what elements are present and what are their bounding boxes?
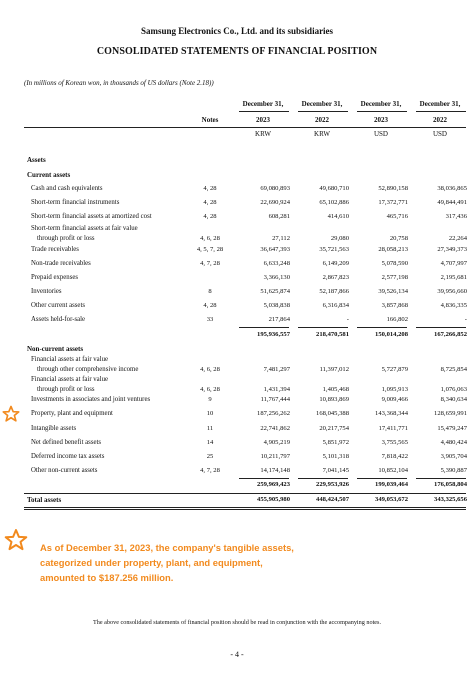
- non-current-total-krw-2022: 229,953,926: [316, 481, 349, 488]
- star-outline-icon: [4, 528, 28, 552]
- row-value-usd-2022: 4,836,335: [440, 302, 467, 309]
- row-value-krw-2022: 7,041,145: [322, 467, 349, 474]
- row-notes: 4, 7, 28: [200, 467, 220, 474]
- row-value-usd-2022: 5,390,887: [440, 467, 467, 474]
- row-label-line1: Financial assets at fair value: [31, 356, 109, 363]
- row-value-usd-2023: 465,716: [386, 213, 408, 220]
- col1-header-line1: December 31,: [242, 100, 284, 108]
- col3-currency: USD: [373, 130, 388, 138]
- col4-header-line1: December 31,: [419, 100, 461, 108]
- row-label: Prepaid expenses: [31, 274, 78, 281]
- col3-header-rule: [357, 111, 407, 112]
- non-current-total-krw-2023: 259,969,423: [257, 481, 290, 488]
- row-value-krw-2023: 6,633,248: [263, 260, 290, 267]
- row-value-usd-2022: 1,076,063: [440, 386, 467, 393]
- col2-header-line1: December 31,: [301, 100, 343, 108]
- col3-header-year: 2023: [374, 116, 388, 124]
- current-total-krw-2023: 195,936,557: [257, 331, 290, 338]
- row-value-usd-2022: 27,349,373: [437, 246, 467, 253]
- row-value-usd-2022: 8,725,854: [440, 366, 467, 373]
- row-value-usd-2023: 3,857,868: [381, 302, 408, 309]
- row-notes: 4, 5, 7, 28: [196, 246, 224, 253]
- row-value-krw-2022: 52,187,866: [319, 288, 349, 295]
- row-value-usd-2023: 3,755,565: [381, 439, 408, 446]
- row-label-line2: through profit or loss: [37, 235, 95, 242]
- row-value-usd-2023: 166,802: [386, 316, 408, 323]
- col1-currency: KRW: [255, 130, 271, 138]
- row-value-usd-2023: 20,758: [389, 235, 408, 242]
- subtotal-rule: [416, 478, 466, 479]
- row-value-usd-2022: 15,479,247: [437, 425, 467, 432]
- row-value-usd-2022: 4,707,997: [440, 260, 467, 267]
- current-total-usd-2023: 150,014,208: [375, 331, 408, 338]
- row-label: Short-term financial instruments: [31, 199, 120, 206]
- section-assets: Assets: [27, 156, 46, 164]
- row-value-usd-2023: 7,818,422: [381, 453, 408, 460]
- col2-header-year: 2022: [315, 116, 329, 124]
- row-value-krw-2023: 608,281: [268, 213, 290, 220]
- row-label: Short-term financial assets at amortized cost: [31, 213, 152, 220]
- current-total-krw-2022: 218,470,581: [316, 331, 349, 338]
- row-value-usd-2022: 3,905,704: [440, 453, 467, 460]
- row-value-usd-2022: -: [464, 316, 467, 323]
- row-label: Assets held-for-sale: [31, 316, 86, 323]
- row-label-line2: through other comprehensive income: [37, 366, 139, 373]
- row-notes: 25: [206, 453, 214, 460]
- row-label: Other non-current assets: [31, 467, 98, 474]
- row-value-krw-2022: 1,405,468: [322, 386, 349, 393]
- row-value-usd-2023: 5,727,879: [381, 366, 408, 373]
- row-label: Investments in associates and joint ventures: [31, 396, 151, 403]
- row-value-krw-2022: 35,721,563: [319, 246, 349, 253]
- row-value-krw-2022: 20,217,754: [319, 425, 349, 432]
- subtotal-rule: [298, 327, 348, 328]
- header-rule: [24, 127, 466, 128]
- row-value-krw-2022: 5,101,318: [322, 453, 349, 460]
- row-value-krw-2023: 10,211,797: [260, 453, 290, 460]
- row-notes: 4, 28: [203, 199, 217, 206]
- row-value-usd-2023: 5,078,590: [381, 260, 408, 267]
- row-value-krw-2022: 168,045,388: [316, 410, 349, 417]
- col2-currency: KRW: [314, 130, 330, 138]
- row-value-krw-2023: 22,741,862: [260, 425, 290, 432]
- row-value-krw-2022: 10,893,869: [319, 396, 349, 403]
- row-value-krw-2022: 11,397,012: [319, 366, 349, 373]
- company-name: Samsung Electronics Co., Ltd. and its subsidiaries: [140, 26, 334, 36]
- row-notes: 4, 7, 28: [200, 260, 220, 267]
- row-label: Trade receivables: [31, 246, 79, 253]
- row-notes: 11: [206, 425, 214, 432]
- row-notes: 4, 6, 28: [200, 366, 220, 373]
- row-value-krw-2023: 69,080,893: [260, 185, 290, 192]
- row-value-krw-2023: 14,174,148: [260, 467, 290, 474]
- row-label: Other current assets: [31, 302, 85, 309]
- row-value-usd-2023: 143,368,344: [375, 410, 408, 417]
- row-value-krw-2022: 6,149,209: [322, 260, 349, 267]
- total-assets-label: Total assets: [27, 496, 62, 504]
- row-notes: 4, 28: [203, 185, 217, 192]
- row-notes: 14: [206, 439, 214, 446]
- row-label-line1: Short-term financial assets at fair value: [31, 225, 138, 232]
- row-value-usd-2022: 38,036,865: [437, 185, 467, 192]
- page-number: - 4 -: [230, 650, 244, 659]
- row-value-krw-2022: 65,102,886: [319, 199, 349, 206]
- row-notes: 4, 6, 28: [200, 235, 220, 242]
- row-value-krw-2023: 22,690,924: [260, 199, 290, 206]
- current-total-usd-2022: 167,266,852: [434, 331, 467, 338]
- row-value-krw-2023: 1,431,394: [263, 386, 290, 393]
- row-value-usd-2023: 9,009,466: [381, 396, 408, 403]
- row-value-usd-2023: 10,852,104: [378, 467, 408, 474]
- row-value-usd-2023: 52,890,158: [378, 185, 408, 192]
- row-notes: 8: [208, 288, 212, 295]
- subtotal-rule: [239, 327, 289, 328]
- row-value-krw-2022: -: [346, 316, 349, 323]
- col4-currency: USD: [432, 130, 447, 138]
- row-label: Cash and cash equivalents: [31, 185, 103, 192]
- row-value-krw-2023: 11,767,444: [260, 396, 290, 403]
- row-value-usd-2022: 22,264: [448, 235, 467, 242]
- section-non-current-assets: Non-current assets: [27, 345, 84, 353]
- statement-title: CONSOLIDATED STATEMENTS OF FINANCIAL POSITION: [96, 46, 378, 57]
- row-label-line2: through profit or loss: [37, 386, 95, 393]
- row-label: Intangible assets: [31, 425, 77, 432]
- star-outline-icon: [2, 405, 20, 423]
- row-value-krw-2022: 6,316,834: [322, 302, 349, 309]
- row-value-krw-2023: 187,256,262: [257, 410, 290, 417]
- row-value-usd-2022: 8,340,634: [440, 396, 467, 403]
- row-value-usd-2023: 17,372,771: [378, 199, 408, 206]
- row-value-usd-2022: 39,956,660: [437, 288, 467, 295]
- row-value-krw-2023: 7,481,297: [263, 366, 290, 373]
- footer-note: The above consolidated statements of financial position should be read in conjunction with the accompanying notes.: [93, 619, 381, 626]
- row-value-usd-2023: 28,058,213: [378, 246, 408, 253]
- row-label: Inventories: [31, 288, 62, 295]
- non-current-total-usd-2023: 199,039,464: [375, 481, 408, 488]
- row-value-usd-2023: 17,411,771: [378, 425, 408, 432]
- row-value-krw-2023: 27,112: [272, 235, 290, 242]
- col4-header-year: 2022: [433, 116, 447, 124]
- row-value-krw-2023: 5,038,838: [263, 302, 290, 309]
- row-notes: 4, 6, 28: [200, 386, 220, 393]
- row-label-line1: Financial assets at fair value: [31, 376, 109, 383]
- row-value-krw-2022: 49,680,710: [319, 185, 349, 192]
- row-label: Non-trade receivables: [31, 260, 91, 267]
- subtotal-rule: [357, 327, 407, 328]
- total-assets-krw-2022: 448,424,507: [316, 496, 349, 503]
- row-notes: 4, 28: [203, 302, 217, 309]
- row-value-usd-2022: 4,480,424: [440, 439, 467, 446]
- row-value-usd-2023: 2,577,198: [381, 274, 408, 281]
- row-value-usd-2022: 128,659,991: [434, 410, 467, 417]
- row-value-usd-2022: 2,195,681: [440, 274, 467, 281]
- col1-header-year: 2023: [256, 116, 270, 124]
- total-assets-krw-2023: 455,905,980: [257, 496, 290, 503]
- section-current-assets: Current assets: [27, 171, 71, 179]
- non-current-total-usd-2022: 176,058,804: [434, 481, 467, 488]
- subtotal-rule: [357, 478, 407, 479]
- subtotal-rule: [298, 478, 348, 479]
- row-notes: 10: [206, 410, 214, 417]
- row-value-krw-2023: 51,625,874: [260, 288, 290, 295]
- subtotal-rule: [239, 478, 289, 479]
- units-note: (In millions of Korean won, in thousands of US dollars (Note 2.18)): [24, 79, 214, 87]
- row-value-krw-2022: 414,610: [327, 213, 349, 220]
- col1-header-rule: [239, 111, 289, 112]
- col2-header-rule: [298, 111, 348, 112]
- row-value-krw-2022: 2,867,823: [322, 274, 349, 281]
- row-label: Net defined benefit assets: [31, 439, 102, 446]
- row-value-krw-2023: 36,647,393: [260, 246, 290, 253]
- row-notes: 9: [208, 396, 212, 403]
- row-value-usd-2023: 1,095,913: [381, 386, 408, 393]
- row-value-krw-2023: 217,864: [268, 316, 290, 323]
- subtotal-rule: [416, 327, 466, 328]
- row-value-krw-2023: 4,905,219: [263, 439, 290, 446]
- row-value-usd-2023: 39,526,134: [378, 288, 408, 295]
- total-rule-top: [24, 493, 466, 494]
- row-label-highlighted: Property, plant and equipment: [31, 410, 113, 417]
- col4-header-rule: [416, 111, 466, 112]
- row-value-krw-2022: 29,080: [330, 235, 349, 242]
- row-value-usd-2022: 49,844,491: [437, 199, 467, 206]
- row-label: Deferred income tax assets: [31, 453, 105, 460]
- total-assets-usd-2022: 343,325,656: [434, 496, 467, 503]
- notes-header: Notes: [201, 116, 219, 124]
- total-rule-double: [24, 507, 466, 510]
- col3-header-line1: December 31,: [360, 100, 402, 108]
- row-notes: 4, 28: [203, 213, 217, 220]
- row-value-usd-2022: 317,436: [445, 213, 467, 220]
- row-value-krw-2023: 3,366,130: [263, 274, 290, 281]
- highlight-callout: As of December 31, 2023, the company's tangible assets, categorized under property, plant, and equipment, amounted to $187.256 million.: [40, 542, 294, 583]
- row-value-krw-2022: 5,851,972: [322, 439, 349, 446]
- row-notes: 33: [206, 316, 214, 323]
- total-assets-usd-2023: 349,053,672: [375, 496, 408, 503]
